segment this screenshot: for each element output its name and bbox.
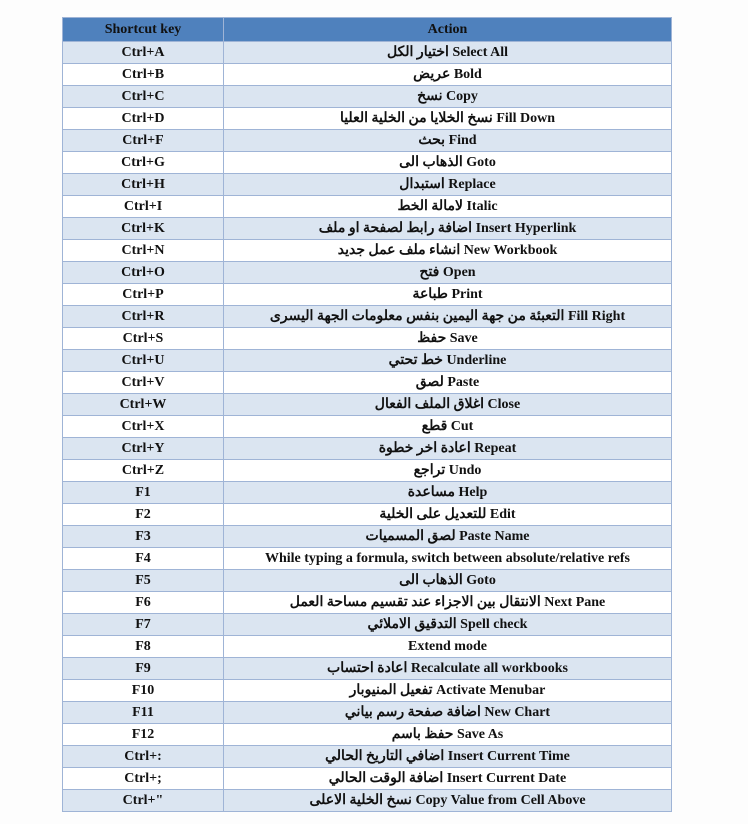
column-header-shortcut-key: Shortcut key — [63, 18, 224, 42]
action-cell: حفظ باسم Save As — [224, 724, 672, 746]
shortcut-key-cell: Ctrl+V — [63, 372, 224, 394]
table-row — [63, 306, 672, 328]
table-row — [63, 504, 672, 526]
shortcut-key-cell: Ctrl+Y — [63, 438, 224, 460]
table-row — [63, 218, 672, 240]
table-row — [63, 130, 672, 152]
action-cell: اضافة رابط لصفحة او ملف Insert Hyperlink — [224, 218, 672, 240]
action-cell: نسخ الخلية الاعلى Copy Value from Cell Above — [224, 790, 672, 812]
table-row — [63, 724, 672, 746]
shortcut-key-cell: F1 — [63, 482, 224, 504]
action-cell: انشاء ملف عمل جديد New Workbook — [224, 240, 672, 262]
table-row — [63, 746, 672, 768]
shortcut-key-cell: F8 — [63, 636, 224, 658]
shortcut-key-cell: Ctrl+" — [63, 790, 224, 812]
shortcut-key-cell: Ctrl+R — [63, 306, 224, 328]
shortcut-key-cell: F10 — [63, 680, 224, 702]
action-cell: بحث Find — [224, 130, 672, 152]
action-cell: الذهاب الى Goto — [224, 570, 672, 592]
table-row — [63, 152, 672, 174]
table-row — [63, 42, 672, 64]
action-cell: نسخ الخلايا من الخلية العليا Fill Down — [224, 108, 672, 130]
action-cell: لصق المسميات Paste Name — [224, 526, 672, 548]
shortcut-key-cell: Ctrl+X — [63, 416, 224, 438]
table-row — [63, 196, 672, 218]
action-cell: لامالة الخط Italic — [224, 196, 672, 218]
shortcut-key-cell: F9 — [63, 658, 224, 680]
action-cell: عريض Bold — [224, 64, 672, 86]
shortcut-key-cell: F6 — [63, 592, 224, 614]
action-cell: خط تحتي Underline — [224, 350, 672, 372]
shortcut-key-cell: Ctrl+Z — [63, 460, 224, 482]
table-row — [63, 438, 672, 460]
shortcut-key-cell: Ctrl+D — [63, 108, 224, 130]
action-cell: التدقيق الاملائي Spell check — [224, 614, 672, 636]
table-row — [63, 328, 672, 350]
action-cell: اختيار الكل Select All — [224, 42, 672, 64]
shortcut-key-cell: F3 — [63, 526, 224, 548]
action-cell: الذهاب الى Goto — [224, 152, 672, 174]
shortcut-key-cell: Ctrl+U — [63, 350, 224, 372]
action-cell: حفظ Save — [224, 328, 672, 350]
table-row — [63, 614, 672, 636]
table-header-row — [63, 18, 672, 42]
table-row — [63, 416, 672, 438]
table-row — [63, 658, 672, 680]
shortcut-key-cell: Ctrl+N — [63, 240, 224, 262]
table-row — [63, 680, 672, 702]
shortcut-key-cell: Ctrl+W — [63, 394, 224, 416]
shortcut-key-cell: F11 — [63, 702, 224, 724]
shortcut-key-cell: Ctrl+S — [63, 328, 224, 350]
action-cell: فتح Open — [224, 262, 672, 284]
action-cell: تفعيل المنيوبار Activate Menubar — [224, 680, 672, 702]
shortcut-key-cell: Ctrl+A — [63, 42, 224, 64]
table-row — [63, 284, 672, 306]
action-cell: التعبئة من جهة اليمين بنفس معلومات الجهة اليسرى Fill Right — [224, 306, 672, 328]
action-cell: مساعدة Help — [224, 482, 672, 504]
shortcut-key-cell: F2 — [63, 504, 224, 526]
table-row — [63, 372, 672, 394]
table-row — [63, 108, 672, 130]
table-body — [63, 42, 672, 812]
table-row — [63, 636, 672, 658]
table-row — [63, 394, 672, 416]
table-row — [63, 570, 672, 592]
action-cell: While typing a formula, switch between absolute/relative refs — [224, 548, 672, 570]
table-row — [63, 768, 672, 790]
shortcut-key-cell: Ctrl+P — [63, 284, 224, 306]
shortcut-key-cell: F4 — [63, 548, 224, 570]
table-row — [63, 262, 672, 284]
table-row — [63, 482, 672, 504]
action-cell: اعادة احتساب Recalculate all workbooks — [224, 658, 672, 680]
shortcut-key-cell: F7 — [63, 614, 224, 636]
action-cell: اضافي التاريخ الحالي Insert Current Time — [224, 746, 672, 768]
table-row — [63, 86, 672, 108]
shortcut-key-cell: Ctrl+; — [63, 768, 224, 790]
table-row — [63, 64, 672, 86]
shortcut-key-cell: Ctrl+C — [63, 86, 224, 108]
action-cell: قطع Cut — [224, 416, 672, 438]
action-cell: استبدال Replace — [224, 174, 672, 196]
shortcut-key-cell: F12 — [63, 724, 224, 746]
action-cell: تراجع Undo — [224, 460, 672, 482]
shortcut-key-cell: Ctrl+H — [63, 174, 224, 196]
action-cell: اعادة اخر خطوة Repeat — [224, 438, 672, 460]
shortcut-key-cell: Ctrl+O — [63, 262, 224, 284]
table-row — [63, 174, 672, 196]
action-cell: طباعة Print — [224, 284, 672, 306]
table-row — [63, 592, 672, 614]
shortcut-key-cell: Ctrl+: — [63, 746, 224, 768]
shortcut-table — [62, 17, 672, 812]
action-cell: Extend mode — [224, 636, 672, 658]
action-cell: اضافة الوقت الحالي Insert Current Date — [224, 768, 672, 790]
table-row — [63, 548, 672, 570]
shortcut-key-cell: Ctrl+I — [63, 196, 224, 218]
table-row — [63, 240, 672, 262]
table-row — [63, 350, 672, 372]
action-cell: لصق Paste — [224, 372, 672, 394]
action-cell: اضافة صفحة رسم بياني New Chart — [224, 702, 672, 724]
table-row — [63, 702, 672, 724]
shortcut-key-cell: Ctrl+K — [63, 218, 224, 240]
shortcut-key-cell: Ctrl+F — [63, 130, 224, 152]
shortcut-key-cell: Ctrl+G — [63, 152, 224, 174]
table-row — [63, 790, 672, 812]
action-cell: نسخ Copy — [224, 86, 672, 108]
action-cell: للتعديل على الخلية Edit — [224, 504, 672, 526]
action-cell: اغلاق الملف الفعال Close — [224, 394, 672, 416]
table-row — [63, 460, 672, 482]
column-header-action: Action — [224, 18, 672, 42]
shortcut-key-cell: Ctrl+B — [63, 64, 224, 86]
table-row — [63, 526, 672, 548]
shortcut-key-cell: F5 — [63, 570, 224, 592]
action-cell: الانتقال بين الاجزاء عند تقسيم مساحة العمل Next Pane — [224, 592, 672, 614]
